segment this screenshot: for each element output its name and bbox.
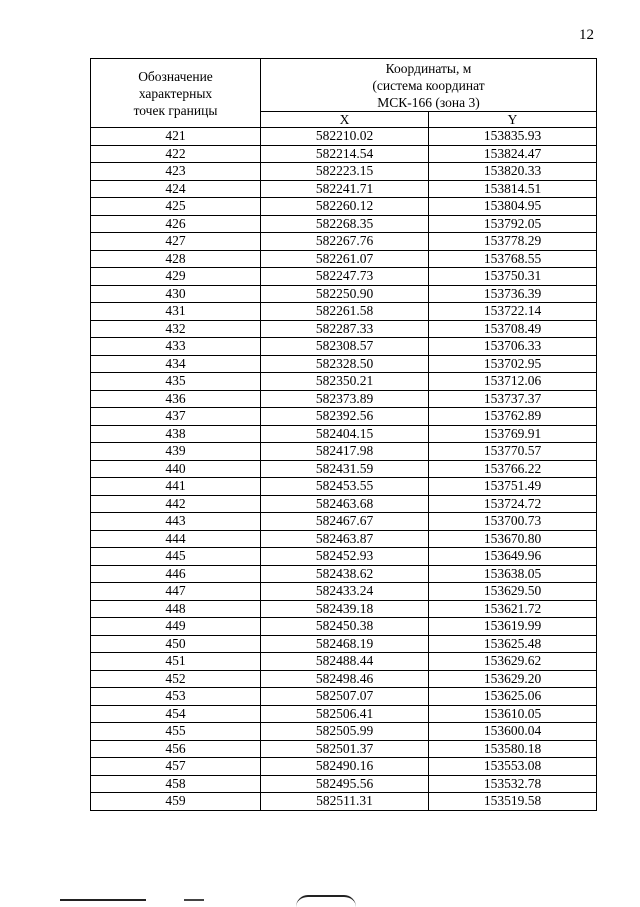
y-coordinate-cell: 153768.55 [429,250,597,268]
y-coordinate-cell: 153736.39 [429,285,597,303]
bottom-page-marks [60,893,360,905]
y-coordinate-cell: 153629.50 [429,583,597,601]
x-coordinate-cell: 582417.98 [261,443,429,461]
table-row [91,583,597,601]
x-coordinate-cell: 582268.35 [261,215,429,233]
point-number-cell: 438 [91,425,261,443]
table-row [91,600,597,618]
table-row [91,740,597,758]
x-coordinate-cell: 582450.38 [261,618,429,636]
table-row [91,478,597,496]
point-number-cell: 430 [91,285,261,303]
bottom-mark-line [60,899,146,901]
x-coordinate-cell: 582452.93 [261,548,429,566]
x-coordinate-cell: 582247.73 [261,268,429,286]
x-coordinate-cell: 582453.55 [261,478,429,496]
y-coordinate-cell: 153804.95 [429,198,597,216]
table-row [91,338,597,356]
x-coordinate-cell: 582250.90 [261,285,429,303]
y-coordinate-cell: 153722.14 [429,303,597,321]
table-row [91,145,597,163]
x-coordinate-cell: 582495.56 [261,775,429,793]
point-number-cell: 426 [91,215,261,233]
coordinates-header [261,59,597,112]
point-number-cell: 424 [91,180,261,198]
x-coordinate-cell: 582463.87 [261,530,429,548]
coords-header-line-1: Координаты, м [385,60,472,76]
x-coordinate-cell: 582214.54 [261,145,429,163]
table-row [91,268,597,286]
table-row [91,215,597,233]
table-row [91,758,597,776]
y-coordinate-cell: 153625.48 [429,635,597,653]
point-number-cell: 429 [91,268,261,286]
y-coordinate-cell: 153621.72 [429,600,597,618]
point-number-cell: 445 [91,548,261,566]
coords-header-line-2: (система координат [372,77,485,93]
point-header-line-2: характерных [138,85,213,101]
y-coordinate-cell: 153619.99 [429,618,597,636]
x-coordinate-cell: 582501.37 [261,740,429,758]
table-row [91,775,597,793]
x-coordinate-cell: 582431.59 [261,460,429,478]
point-designation-header [91,59,261,128]
y-coordinate-cell: 153824.47 [429,145,597,163]
table-row [91,163,597,181]
y-coordinate-cell: 153792.05 [429,215,597,233]
table-row [91,495,597,513]
y-coordinate-cell: 153532.78 [429,775,597,793]
point-number-cell: 444 [91,530,261,548]
table-header [91,59,597,128]
y-coordinate-cell: 153708.49 [429,320,597,338]
x-coordinate-cell: 582433.24 [261,583,429,601]
point-number-cell: 456 [91,740,261,758]
x-coordinate-cell: 582507.07 [261,688,429,706]
table-row [91,408,597,426]
point-number-cell: 458 [91,775,261,793]
table-row [91,653,597,671]
point-number-cell: 422 [91,145,261,163]
table-row [91,513,597,531]
point-number-cell: 441 [91,478,261,496]
y-coordinate-cell: 153610.05 [429,705,597,723]
point-number-cell: 452 [91,670,261,688]
y-coordinate-cell: 153769.91 [429,425,597,443]
y-coordinate-cell: 153625.06 [429,688,597,706]
y-coordinate-cell: 153649.96 [429,548,597,566]
x-coordinate-cell: 582261.58 [261,303,429,321]
x-coordinate-cell: 582241.71 [261,180,429,198]
x-coordinate-cell: 582308.57 [261,338,429,356]
x-coordinate-cell: 582267.76 [261,233,429,251]
point-number-cell: 448 [91,600,261,618]
y-coordinate-cell: 153766.22 [429,460,597,478]
table-row [91,793,597,811]
table-row [91,198,597,216]
point-number-cell: 432 [91,320,261,338]
x-coordinate-cell: 582287.33 [261,320,429,338]
x-coordinate-cell: 582511.31 [261,793,429,811]
table-row [91,320,597,338]
bottom-mark-arc [296,895,356,907]
x-coordinate-cell: 582505.99 [261,723,429,741]
table-row [91,180,597,198]
table-row [91,705,597,723]
table-body [91,128,597,811]
y-coordinate-cell: 153712.06 [429,373,597,391]
x-coordinate-cell: 582490.16 [261,758,429,776]
point-number-cell: 437 [91,408,261,426]
x-coordinate-cell: 582328.50 [261,355,429,373]
x-coordinate-cell: 582260.12 [261,198,429,216]
table-row [91,635,597,653]
table-row [91,233,597,251]
y-coordinate-cell: 153670.80 [429,530,597,548]
y-axis-header: Y [429,112,597,128]
table-row [91,303,597,321]
x-coordinate-cell: 582488.44 [261,653,429,671]
point-number-cell: 451 [91,653,261,671]
y-coordinate-cell: 153835.93 [429,128,597,146]
point-number-cell: 455 [91,723,261,741]
table-row [91,548,597,566]
y-coordinate-cell: 153814.51 [429,180,597,198]
y-coordinate-cell: 153820.33 [429,163,597,181]
table-row [91,688,597,706]
y-coordinate-cell: 153750.31 [429,268,597,286]
table-row [91,670,597,688]
y-coordinate-cell: 153629.62 [429,653,597,671]
y-coordinate-cell: 153762.89 [429,408,597,426]
table-row [91,460,597,478]
point-number-cell: 434 [91,355,261,373]
coordinates-table [90,58,597,811]
x-coordinate-cell: 582498.46 [261,670,429,688]
table-row [91,390,597,408]
y-coordinate-cell: 153600.04 [429,723,597,741]
y-coordinate-cell: 153580.18 [429,740,597,758]
point-number-cell: 431 [91,303,261,321]
table-row [91,443,597,461]
point-number-cell: 427 [91,233,261,251]
x-coordinate-cell: 582223.15 [261,163,429,181]
point-number-cell: 459 [91,793,261,811]
y-coordinate-cell: 153770.57 [429,443,597,461]
y-coordinate-cell: 153724.72 [429,495,597,513]
table-row [91,250,597,268]
point-number-cell: 457 [91,758,261,776]
point-header-line-1: Обозначение [138,68,213,84]
point-number-cell: 454 [91,705,261,723]
table-row [91,565,597,583]
x-coordinate-cell: 582210.02 [261,128,429,146]
point-number-cell: 435 [91,373,261,391]
point-number-cell: 428 [91,250,261,268]
table-row [91,373,597,391]
point-number-cell: 439 [91,443,261,461]
point-number-cell: 421 [91,128,261,146]
x-coordinate-cell: 582468.19 [261,635,429,653]
x-coordinate-cell: 582404.15 [261,425,429,443]
header-row-main [91,59,597,112]
table-row [91,618,597,636]
y-coordinate-cell: 153751.49 [429,478,597,496]
table-row [91,355,597,373]
x-coordinate-cell: 582373.89 [261,390,429,408]
coords-header-line-3: МСК-166 (зона 3) [377,94,480,110]
y-coordinate-cell: 153702.95 [429,355,597,373]
point-number-cell: 433 [91,338,261,356]
point-number-cell: 447 [91,583,261,601]
x-coordinate-cell: 582439.18 [261,600,429,618]
point-number-cell: 446 [91,565,261,583]
table-row [91,285,597,303]
bottom-mark-dash [184,899,204,901]
point-number-cell: 425 [91,198,261,216]
y-coordinate-cell: 153778.29 [429,233,597,251]
point-number-cell: 453 [91,688,261,706]
table-row [91,530,597,548]
y-coordinate-cell: 153629.20 [429,670,597,688]
point-number-cell: 436 [91,390,261,408]
point-number-cell: 449 [91,618,261,636]
x-coordinate-cell: 582467.67 [261,513,429,531]
x-coordinate-cell: 582506.41 [261,705,429,723]
y-coordinate-cell: 153706.33 [429,338,597,356]
x-coordinate-cell: 582438.62 [261,565,429,583]
x-coordinate-cell: 582392.56 [261,408,429,426]
point-number-cell: 450 [91,635,261,653]
point-header-line-3: точек границы [133,102,218,118]
table-row [91,128,597,146]
y-coordinate-cell: 153737.37 [429,390,597,408]
y-coordinate-cell: 153700.73 [429,513,597,531]
x-axis-header: X [261,112,429,128]
page-number: 12 [579,27,594,43]
y-coordinate-cell: 153553.08 [429,758,597,776]
y-coordinate-cell: 153519.58 [429,793,597,811]
x-coordinate-cell: 582350.21 [261,373,429,391]
point-number-cell: 423 [91,163,261,181]
table-row [91,723,597,741]
point-number-cell: 442 [91,495,261,513]
table-row [91,425,597,443]
point-number-cell: 440 [91,460,261,478]
x-coordinate-cell: 582261.07 [261,250,429,268]
x-coordinate-cell: 582463.68 [261,495,429,513]
y-coordinate-cell: 153638.05 [429,565,597,583]
point-number-cell: 443 [91,513,261,531]
